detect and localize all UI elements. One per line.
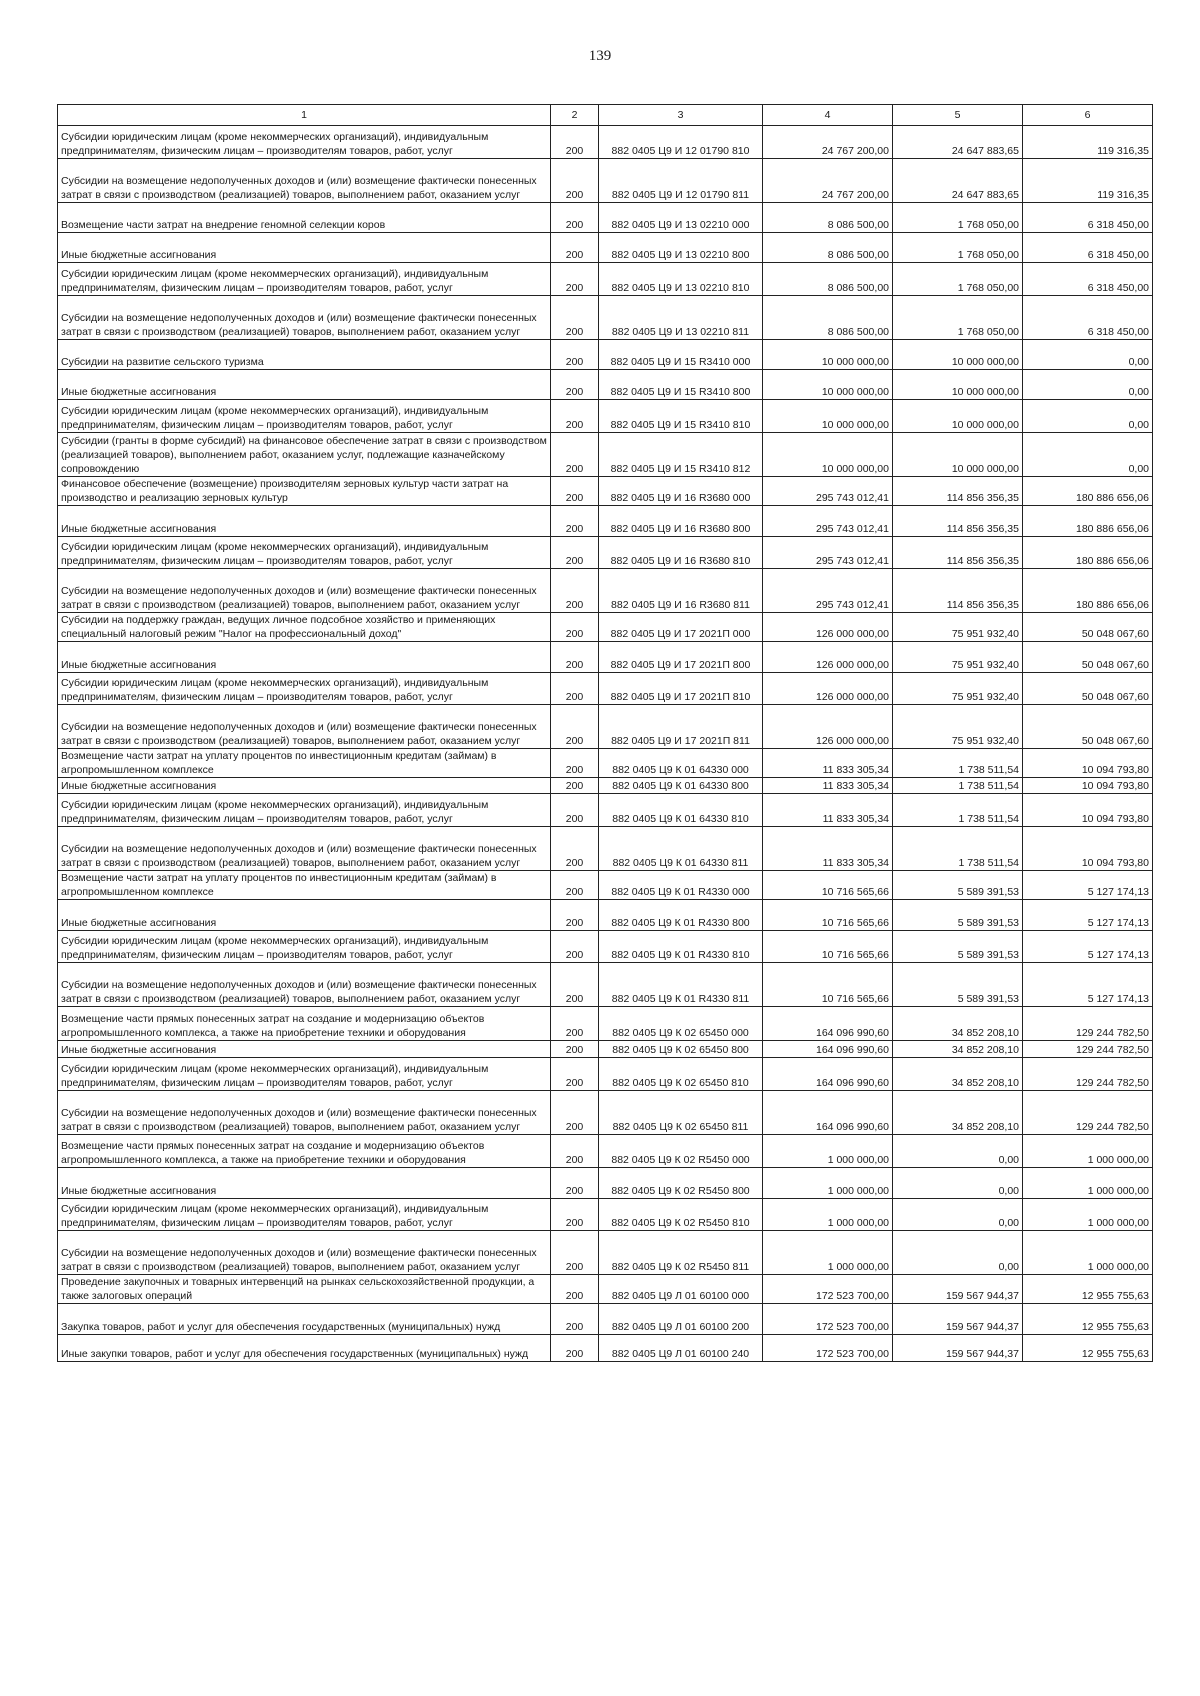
row-unexecuted-amount: 50 048 067,60: [1023, 673, 1153, 705]
row-executed-amount: 1 768 050,00: [893, 233, 1023, 263]
row-planned-amount: 8 086 500,00: [763, 263, 893, 296]
table-row: [58, 370, 1153, 400]
row-planned-amount: 1 000 000,00: [763, 1231, 893, 1275]
table-row: [58, 1335, 1153, 1362]
row-planned-amount: 11 833 305,34: [763, 749, 893, 778]
row-budget-code: 882 0405 Ц9 К 02 65450 810: [599, 1058, 763, 1091]
row-unexecuted-amount: 119 316,35: [1023, 159, 1153, 203]
row-budget-code: 882 0405 Ц9 И 17 2021П 800: [599, 642, 763, 673]
row-line-code: 200: [551, 1058, 599, 1091]
row-unexecuted-amount: 10 094 793,80: [1023, 749, 1153, 778]
row-planned-amount: 8 086 500,00: [763, 233, 893, 263]
table-row: [58, 537, 1153, 569]
table-row: [58, 477, 1153, 506]
row-name: Иные бюджетные ассигнования: [58, 506, 551, 537]
table-row: [58, 642, 1153, 673]
row-unexecuted-amount: 129 244 782,50: [1023, 1058, 1153, 1091]
row-unexecuted-amount: 5 127 174,13: [1023, 871, 1153, 900]
table-row: [58, 1135, 1153, 1168]
row-line-code: 200: [551, 1007, 599, 1041]
row-planned-amount: 10 000 000,00: [763, 433, 893, 477]
row-name: Возмещение части затрат на уплату процентов по инвестиционным кредитам (займам) в агропромышленном комплексе: [58, 749, 551, 778]
row-line-code: 200: [551, 705, 599, 749]
row-name: Субсидии юридическим лицам (кроме некоммерческих организаций), индивидуальным предпринимателям, физическим лицам – производителям товаров, работ, услуг: [58, 1199, 551, 1231]
row-executed-amount: 75 951 932,40: [893, 705, 1023, 749]
row-budget-code: 882 0405 Ц9 И 12 01790 811: [599, 159, 763, 203]
row-executed-amount: 114 856 356,35: [893, 569, 1023, 613]
row-name: Закупка товаров, работ и услуг для обеспечения государственных (муниципальных) нужд: [58, 1304, 551, 1335]
row-name: Субсидии юридическим лицам (кроме некоммерческих организаций), индивидуальным предпринимателям, физическим лицам – производителям товаров, работ, услуг: [58, 794, 551, 827]
row-line-code: 200: [551, 203, 599, 233]
row-planned-amount: 10 000 000,00: [763, 370, 893, 400]
row-unexecuted-amount: 180 886 656,06: [1023, 537, 1153, 569]
row-planned-amount: 164 096 990,60: [763, 1091, 893, 1135]
column-number-1: 1: [58, 105, 551, 126]
row-budget-code: 882 0405 Ц9 И 16 R3680 000: [599, 477, 763, 506]
row-name: Возмещение части затрат на внедрение геномной селекции коров: [58, 203, 551, 233]
row-planned-amount: 24 767 200,00: [763, 159, 893, 203]
row-executed-amount: 114 856 356,35: [893, 477, 1023, 506]
row-line-code: 200: [551, 827, 599, 871]
row-budget-code: 882 0405 Ц9 И 16 R3680 800: [599, 506, 763, 537]
row-planned-amount: 11 833 305,34: [763, 794, 893, 827]
row-line-code: 200: [551, 673, 599, 705]
table-row: [58, 506, 1153, 537]
row-name: Субсидии юридическим лицам (кроме некоммерческих организаций), индивидуальным предпринимателям, физическим лицам – производителям товаров, работ, услуг: [58, 126, 551, 159]
table-row: [58, 871, 1153, 900]
row-executed-amount: 75 951 932,40: [893, 613, 1023, 642]
row-budget-code: 882 0405 Ц9 И 17 2021П 811: [599, 705, 763, 749]
row-budget-code: 882 0405 Ц9 Л 01 60100 240: [599, 1335, 763, 1362]
row-line-code: 200: [551, 569, 599, 613]
row-line-code: 200: [551, 433, 599, 477]
row-unexecuted-amount: 12 955 755,63: [1023, 1304, 1153, 1335]
row-name: Субсидии на возмещение недополученных доходов и (или) возмещение фактически понесенных затрат в связи с производством (реализацией) товаров, выполнением работ, оказанием услуг: [58, 705, 551, 749]
row-unexecuted-amount: 1 000 000,00: [1023, 1199, 1153, 1231]
row-line-code: 200: [551, 263, 599, 296]
row-line-code: 200: [551, 126, 599, 159]
row-line-code: 200: [551, 1231, 599, 1275]
row-executed-amount: 0,00: [893, 1231, 1023, 1275]
row-name: Субсидии юридическим лицам (кроме некоммерческих организаций), индивидуальным предпринимателям, физическим лицам – производителям товаров, работ, услуг: [58, 400, 551, 433]
table-row: [58, 433, 1153, 477]
row-line-code: 200: [551, 1168, 599, 1199]
row-executed-amount: 5 589 391,53: [893, 871, 1023, 900]
table-row: [58, 1041, 1153, 1058]
column-number-5: 5: [893, 105, 1023, 126]
row-name: Субсидии юридическим лицам (кроме некоммерческих организаций), индивидуальным предпринимателям, физическим лицам – производителям товаров, работ, услуг: [58, 673, 551, 705]
row-name: Субсидии на возмещение недополученных доходов и (или) возмещение фактически понесенных затрат в связи с производством (реализацией) товаров, выполнением работ, оказанием услуг: [58, 569, 551, 613]
row-line-code: 200: [551, 931, 599, 963]
row-planned-amount: 10 716 565,66: [763, 931, 893, 963]
row-line-code: 200: [551, 233, 599, 263]
table-row: [58, 794, 1153, 827]
row-line-code: 200: [551, 506, 599, 537]
row-planned-amount: 295 743 012,41: [763, 506, 893, 537]
row-executed-amount: 34 852 208,10: [893, 1041, 1023, 1058]
table-row: [58, 340, 1153, 370]
row-executed-amount: 34 852 208,10: [893, 1058, 1023, 1091]
table-row: [58, 963, 1153, 1007]
table-row: [58, 1231, 1153, 1275]
row-unexecuted-amount: 129 244 782,50: [1023, 1041, 1153, 1058]
row-executed-amount: 24 647 883,65: [893, 126, 1023, 159]
row-planned-amount: 10 716 565,66: [763, 871, 893, 900]
row-name: Субсидии на возмещение недополученных доходов и (или) возмещение фактически понесенных затрат в связи с производством (реализацией) товаров, выполнением работ, оказанием услуг: [58, 1231, 551, 1275]
row-unexecuted-amount: 12 955 755,63: [1023, 1275, 1153, 1304]
row-line-code: 200: [551, 963, 599, 1007]
table-row: [58, 613, 1153, 642]
row-executed-amount: 75 951 932,40: [893, 673, 1023, 705]
row-unexecuted-amount: 10 094 793,80: [1023, 827, 1153, 871]
row-line-code: 200: [551, 749, 599, 778]
row-planned-amount: 10 716 565,66: [763, 963, 893, 1007]
table-row: [58, 827, 1153, 871]
row-unexecuted-amount: 129 244 782,50: [1023, 1007, 1153, 1041]
row-executed-amount: 10 000 000,00: [893, 400, 1023, 433]
row-unexecuted-amount: 10 094 793,80: [1023, 778, 1153, 794]
row-name: Иные бюджетные ассигнования: [58, 1041, 551, 1058]
row-planned-amount: 1 000 000,00: [763, 1199, 893, 1231]
row-budget-code: 882 0405 Ц9 К 01 R4330 811: [599, 963, 763, 1007]
table-body: [58, 126, 1153, 1362]
row-executed-amount: 1 768 050,00: [893, 263, 1023, 296]
row-budget-code: 882 0405 Ц9 К 01 64330 800: [599, 778, 763, 794]
row-planned-amount: 10 000 000,00: [763, 400, 893, 433]
row-name: Возмещение части прямых понесенных затрат на создание и модернизацию объектов агропромышленного комплекса, а также на приобретение техники и оборудования: [58, 1135, 551, 1168]
row-unexecuted-amount: 6 318 450,00: [1023, 203, 1153, 233]
row-unexecuted-amount: 50 048 067,60: [1023, 613, 1153, 642]
row-unexecuted-amount: 119 316,35: [1023, 126, 1153, 159]
row-planned-amount: 172 523 700,00: [763, 1304, 893, 1335]
table-row: [58, 931, 1153, 963]
row-planned-amount: 1 000 000,00: [763, 1135, 893, 1168]
row-planned-amount: 295 743 012,41: [763, 569, 893, 613]
row-budget-code: 882 0405 Ц9 И 13 02210 800: [599, 233, 763, 263]
row-planned-amount: 126 000 000,00: [763, 705, 893, 749]
row-name: Финансовое обеспечение (возмещение) производителям зерновых культур части затрат на производство и реализацию зерновых культур: [58, 477, 551, 506]
row-line-code: 200: [551, 400, 599, 433]
row-name: Проведение закупочных и товарных интервенций на рынках сельскохозяйственной продукции, а также залоговых операций: [58, 1275, 551, 1304]
page-number: 139: [588, 48, 612, 64]
row-budget-code: 882 0405 Ц9 И 13 02210 000: [599, 203, 763, 233]
row-unexecuted-amount: 12 955 755,63: [1023, 1335, 1153, 1362]
row-budget-code: 882 0405 Ц9 К 01 64330 811: [599, 827, 763, 871]
row-unexecuted-amount: 180 886 656,06: [1023, 569, 1153, 613]
row-unexecuted-amount: 1 000 000,00: [1023, 1135, 1153, 1168]
row-executed-amount: 0,00: [893, 1199, 1023, 1231]
row-line-code: 200: [551, 1041, 599, 1058]
row-executed-amount: 1 768 050,00: [893, 203, 1023, 233]
table-row: [58, 900, 1153, 931]
row-budget-code: 882 0405 Ц9 И 15 R3410 000: [599, 340, 763, 370]
row-line-code: 200: [551, 1275, 599, 1304]
table-row: [58, 233, 1153, 263]
row-planned-amount: 126 000 000,00: [763, 642, 893, 673]
row-line-code: 200: [551, 537, 599, 569]
row-line-code: 200: [551, 1135, 599, 1168]
row-unexecuted-amount: 180 886 656,06: [1023, 477, 1153, 506]
row-budget-code: 882 0405 Ц9 К 01 R4330 000: [599, 871, 763, 900]
row-planned-amount: 24 767 200,00: [763, 126, 893, 159]
row-budget-code: 882 0405 Ц9 Л 01 60100 000: [599, 1275, 763, 1304]
row-line-code: 200: [551, 296, 599, 340]
row-executed-amount: 10 000 000,00: [893, 340, 1023, 370]
row-budget-code: 882 0405 Ц9 К 01 64330 810: [599, 794, 763, 827]
row-name: Субсидии на возмещение недополученных доходов и (или) возмещение фактически понесенных затрат в связи с производством (реализацией) товаров, выполнением работ, оказанием услуг: [58, 827, 551, 871]
row-name: Иные бюджетные ассигнования: [58, 370, 551, 400]
row-planned-amount: 10 000 000,00: [763, 340, 893, 370]
row-name: Субсидии юридическим лицам (кроме некоммерческих организаций), индивидуальным предпринимателям, физическим лицам – производителям товаров, работ, услуг: [58, 1058, 551, 1091]
row-line-code: 200: [551, 1304, 599, 1335]
row-line-code: 200: [551, 642, 599, 673]
table-row: [58, 1058, 1153, 1091]
row-executed-amount: 34 852 208,10: [893, 1007, 1023, 1041]
row-unexecuted-amount: 50 048 067,60: [1023, 705, 1153, 749]
row-line-code: 200: [551, 871, 599, 900]
column-number-4: 4: [763, 105, 893, 126]
column-number-6: 6: [1023, 105, 1153, 126]
row-executed-amount: 34 852 208,10: [893, 1091, 1023, 1135]
row-name: Иные закупки товаров, работ и услуг для обеспечения государственных (муниципальных) нужд: [58, 1335, 551, 1362]
row-budget-code: 882 0405 Ц9 К 02 R5450 000: [599, 1135, 763, 1168]
table-row: [58, 1304, 1153, 1335]
row-budget-code: 882 0405 Ц9 И 15 R3410 800: [599, 370, 763, 400]
row-unexecuted-amount: 0,00: [1023, 433, 1153, 477]
table-row: [58, 203, 1153, 233]
table-row: [58, 1168, 1153, 1199]
row-executed-amount: 0,00: [893, 1135, 1023, 1168]
row-planned-amount: 164 096 990,60: [763, 1007, 893, 1041]
row-budget-code: 882 0405 Ц9 И 13 02210 811: [599, 296, 763, 340]
row-line-code: 200: [551, 794, 599, 827]
row-name: Субсидии на возмещение недополученных доходов и (или) возмещение фактически понесенных затрат в связи с производством (реализацией) товаров, выполнением работ, оказанием услуг: [58, 1091, 551, 1135]
row-executed-amount: 159 567 944,37: [893, 1304, 1023, 1335]
budget-execution-table: [57, 104, 1153, 1362]
row-executed-amount: 1 768 050,00: [893, 296, 1023, 340]
row-planned-amount: 8 086 500,00: [763, 203, 893, 233]
row-unexecuted-amount: 5 127 174,13: [1023, 931, 1153, 963]
row-budget-code: 882 0405 Ц9 К 02 R5450 810: [599, 1199, 763, 1231]
row-name: Субсидии на поддержку граждан, ведущих личное подсобное хозяйство и применяющих специальный налоговый режим "Налог на профессиональный доход": [58, 613, 551, 642]
row-budget-code: 882 0405 Ц9 К 01 R4330 810: [599, 931, 763, 963]
row-budget-code: 882 0405 Ц9 И 17 2021П 810: [599, 673, 763, 705]
table-row: [58, 569, 1153, 613]
row-budget-code: 882 0405 Ц9 К 02 65450 800: [599, 1041, 763, 1058]
row-executed-amount: 5 589 391,53: [893, 900, 1023, 931]
row-planned-amount: 295 743 012,41: [763, 477, 893, 506]
row-line-code: 200: [551, 613, 599, 642]
table-row: [58, 749, 1153, 778]
row-name: Субсидии на развитие сельского туризма: [58, 340, 551, 370]
row-budget-code: 882 0405 Ц9 И 15 R3410 810: [599, 400, 763, 433]
row-planned-amount: 126 000 000,00: [763, 673, 893, 705]
table-row: [58, 778, 1153, 794]
row-unexecuted-amount: 0,00: [1023, 400, 1153, 433]
row-line-code: 200: [551, 477, 599, 506]
table-row: [58, 673, 1153, 705]
table-row: [58, 705, 1153, 749]
row-planned-amount: 172 523 700,00: [763, 1335, 893, 1362]
row-line-code: 200: [551, 778, 599, 794]
row-budget-code: 882 0405 Ц9 И 15 R3410 812: [599, 433, 763, 477]
table-row: [58, 296, 1153, 340]
row-budget-code: 882 0405 Ц9 Л 01 60100 200: [599, 1304, 763, 1335]
row-unexecuted-amount: 5 127 174,13: [1023, 900, 1153, 931]
column-number-3: 3: [599, 105, 763, 126]
row-executed-amount: 5 589 391,53: [893, 963, 1023, 1007]
table-row: [58, 1199, 1153, 1231]
table-row: [58, 400, 1153, 433]
row-planned-amount: 11 833 305,34: [763, 827, 893, 871]
column-number-2: 2: [551, 105, 599, 126]
row-name: Субсидии на возмещение недополученных доходов и (или) возмещение фактически понесенных затрат в связи с производством (реализацией) товаров, выполнением работ, оказанием услуг: [58, 963, 551, 1007]
row-executed-amount: 75 951 932,40: [893, 642, 1023, 673]
table-row: [58, 263, 1153, 296]
row-name: Субсидии юридическим лицам (кроме некоммерческих организаций), индивидуальным предпринимателям, физическим лицам – производителям товаров, работ, услуг: [58, 537, 551, 569]
table-row: [58, 159, 1153, 203]
row-executed-amount: 24 647 883,65: [893, 159, 1023, 203]
row-line-code: 200: [551, 370, 599, 400]
row-planned-amount: 164 096 990,60: [763, 1058, 893, 1091]
row-line-code: 200: [551, 340, 599, 370]
row-line-code: 200: [551, 1091, 599, 1135]
row-unexecuted-amount: 0,00: [1023, 370, 1153, 400]
row-budget-code: 882 0405 Ц9 К 01 64330 000: [599, 749, 763, 778]
row-unexecuted-amount: 1 000 000,00: [1023, 1168, 1153, 1199]
row-planned-amount: 164 096 990,60: [763, 1041, 893, 1058]
table-row: [58, 1275, 1153, 1304]
row-unexecuted-amount: 1 000 000,00: [1023, 1231, 1153, 1275]
row-executed-amount: 1 738 511,54: [893, 749, 1023, 778]
row-unexecuted-amount: 180 886 656,06: [1023, 506, 1153, 537]
row-name: Возмещение части затрат на уплату процентов по инвестиционным кредитам (займам) в агропромышленном комплексе: [58, 871, 551, 900]
row-name: Иные бюджетные ассигнования: [58, 233, 551, 263]
row-name: Субсидии на возмещение недополученных доходов и (или) возмещение фактически понесенных затрат в связи с производством (реализацией) товаров, выполнением работ, оказанием услуг: [58, 296, 551, 340]
row-unexecuted-amount: 50 048 067,60: [1023, 642, 1153, 673]
row-budget-code: 882 0405 Ц9 И 16 R3680 810: [599, 537, 763, 569]
row-budget-code: 882 0405 Ц9 К 02 65450 811: [599, 1091, 763, 1135]
row-executed-amount: 10 000 000,00: [893, 433, 1023, 477]
row-unexecuted-amount: 6 318 450,00: [1023, 263, 1153, 296]
row-executed-amount: 159 567 944,37: [893, 1275, 1023, 1304]
row-budget-code: 882 0405 Ц9 К 02 R5450 811: [599, 1231, 763, 1275]
row-planned-amount: 11 833 305,34: [763, 778, 893, 794]
row-executed-amount: 114 856 356,35: [893, 537, 1023, 569]
row-planned-amount: 8 086 500,00: [763, 296, 893, 340]
row-line-code: 200: [551, 1199, 599, 1231]
row-planned-amount: 10 716 565,66: [763, 900, 893, 931]
row-name: Субсидии юридическим лицам (кроме некоммерческих организаций), индивидуальным предпринимателям, физическим лицам – производителям товаров, работ, услуг: [58, 263, 551, 296]
row-name: Иные бюджетные ассигнования: [58, 642, 551, 673]
row-line-code: 200: [551, 159, 599, 203]
row-unexecuted-amount: 0,00: [1023, 340, 1153, 370]
row-unexecuted-amount: 6 318 450,00: [1023, 296, 1153, 340]
row-name: Иные бюджетные ассигнования: [58, 1168, 551, 1199]
row-budget-code: 882 0405 Ц9 И 13 02210 810: [599, 263, 763, 296]
row-name: Субсидии юридическим лицам (кроме некоммерческих организаций), индивидуальным предпринимателям, физическим лицам – производителям товаров, работ, услуг: [58, 931, 551, 963]
table-row: [58, 126, 1153, 159]
table-row: [58, 1091, 1153, 1135]
row-name: Субсидии на возмещение недополученных доходов и (или) возмещение фактически понесенных затрат в связи с производством (реализацией) товаров, выполнением работ, оказанием услуг: [58, 159, 551, 203]
row-planned-amount: 295 743 012,41: [763, 537, 893, 569]
row-executed-amount: 1 738 511,54: [893, 827, 1023, 871]
row-unexecuted-amount: 5 127 174,13: [1023, 963, 1153, 1007]
row-budget-code: 882 0405 Ц9 К 02 R5450 800: [599, 1168, 763, 1199]
row-unexecuted-amount: 6 318 450,00: [1023, 233, 1153, 263]
row-budget-code: 882 0405 Ц9 К 01 R4330 800: [599, 900, 763, 931]
row-line-code: 200: [551, 900, 599, 931]
table-row: [58, 1007, 1153, 1041]
row-executed-amount: 159 567 944,37: [893, 1335, 1023, 1362]
row-unexecuted-amount: 129 244 782,50: [1023, 1091, 1153, 1135]
row-name: Субсидии (гранты в форме субсидий) на финансовое обеспечение затрат в связи с производством (реализацией товаров), выполнением работ, оказанием услуг, подлежащие казначейскому сопровождению: [58, 433, 551, 477]
row-budget-code: 882 0405 Ц9 И 17 2021П 000: [599, 613, 763, 642]
row-budget-code: 882 0405 Ц9 И 16 R3680 811: [599, 569, 763, 613]
row-executed-amount: 1 738 511,54: [893, 778, 1023, 794]
row-name: Иные бюджетные ассигнования: [58, 778, 551, 794]
row-name: Возмещение части прямых понесенных затрат на создание и модернизацию объектов агропромышленного комплекса, а также на приобретение техники и оборудования: [58, 1007, 551, 1041]
row-name: Иные бюджетные ассигнования: [58, 900, 551, 931]
row-unexecuted-amount: 10 094 793,80: [1023, 794, 1153, 827]
row-budget-code: 882 0405 Ц9 И 12 01790 810: [599, 126, 763, 159]
row-executed-amount: 1 738 511,54: [893, 794, 1023, 827]
row-executed-amount: 0,00: [893, 1168, 1023, 1199]
row-line-code: 200: [551, 1335, 599, 1362]
row-planned-amount: 126 000 000,00: [763, 613, 893, 642]
column-number-header-row: [58, 105, 1153, 126]
row-planned-amount: 1 000 000,00: [763, 1168, 893, 1199]
row-executed-amount: 114 856 356,35: [893, 506, 1023, 537]
row-executed-amount: 5 589 391,53: [893, 931, 1023, 963]
row-executed-amount: 10 000 000,00: [893, 370, 1023, 400]
row-budget-code: 882 0405 Ц9 К 02 65450 000: [599, 1007, 763, 1041]
row-planned-amount: 172 523 700,00: [763, 1275, 893, 1304]
